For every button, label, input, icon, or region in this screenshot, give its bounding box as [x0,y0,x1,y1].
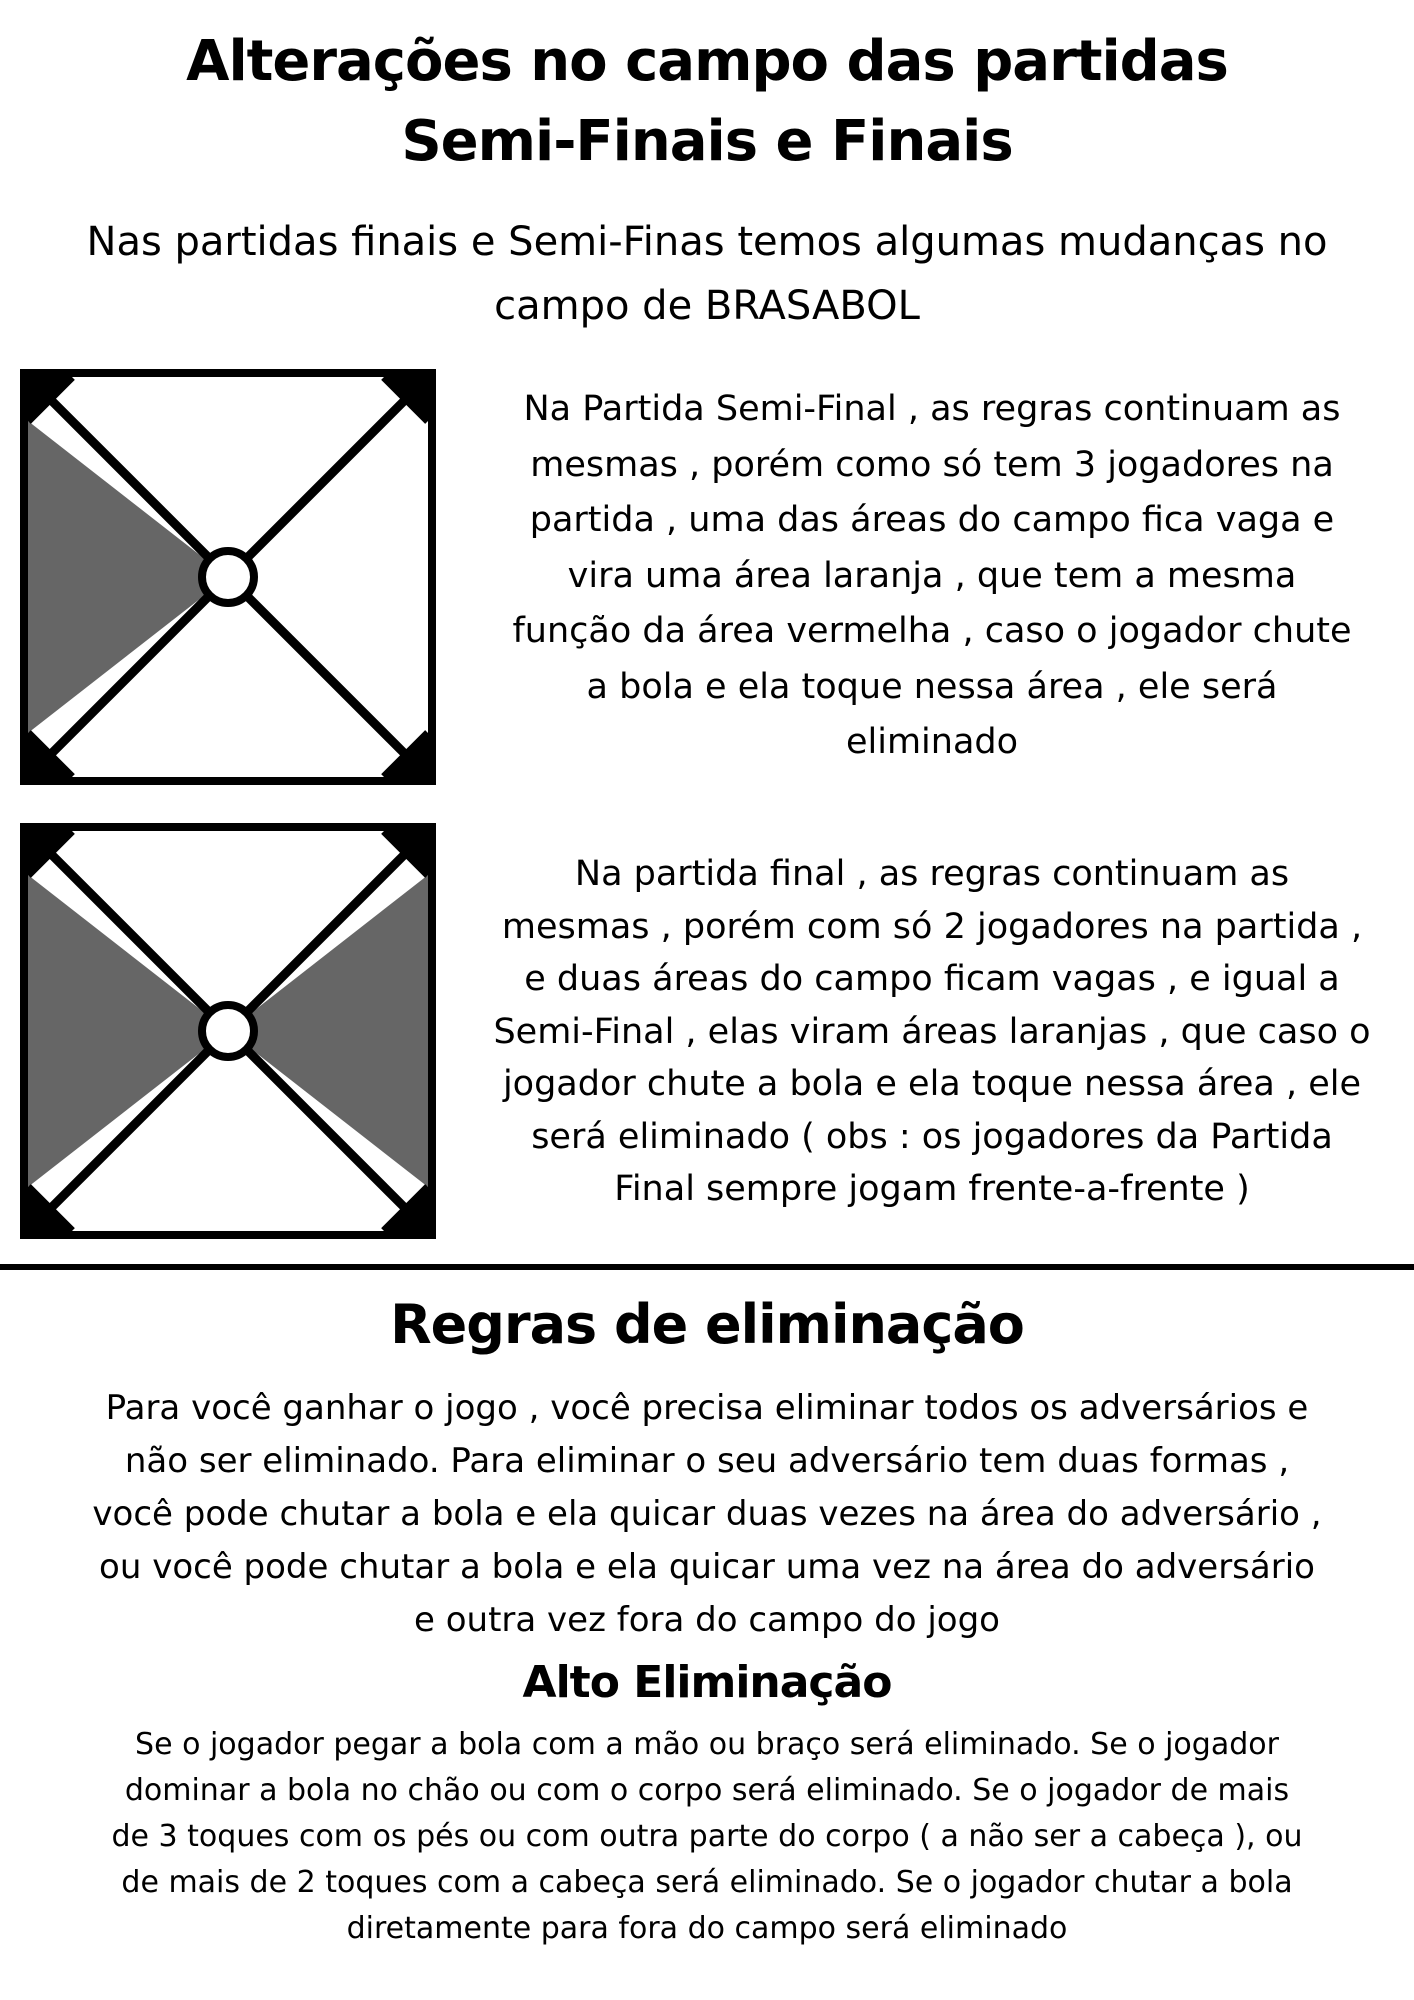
semi-final-description [462,382,1402,771]
semi-final-line: vira uma área laranja , que tem a mesma [567,555,1297,596]
page-title-line: Semi-Finais e Finais [401,109,1013,174]
elimination-line: ou você pode chutar a bola e ela quicar uma vez na área do adversário [99,1547,1315,1587]
semi-final-line: Na Partida Semi-Final , as regras continuam as [523,389,1341,429]
auto-elimination-line: diretamente para fora do campo será eliminado [346,1911,1068,1946]
semi-final-line: função da área vermelha , caso o jogador chute [512,611,1352,651]
elimination-title: Regras de eliminação [390,1293,1024,1356]
page-title-line: Alterações no campo das partidas [186,29,1228,94]
intro-line: campo de BRASABOL [494,283,920,329]
final-line: será eliminado ( obs : os jogadores da Partida [531,1116,1333,1157]
semi-final-line: eliminado [845,722,1019,762]
intro-line: Nas partidas finais e Semi-Finas temos algumas mudanças no [86,219,1328,265]
auto-elimination-title: Alto Eliminação [522,1657,892,1708]
semi-final-line: mesmas , porém como só tem 3 jogadores na [530,444,1334,485]
page-title [0,22,1414,182]
final-description [462,848,1402,1216]
semi-final-field-svg [20,369,436,785]
section-divider [0,1264,1414,1270]
final-line: e duas áreas do campo ficam vagas , e igual a [524,959,1340,999]
auto-elimination-line: de 3 toques com os pés ou com outra parte do corpo ( a não ser a cabeça ), ou [111,1819,1303,1854]
elimination-line: não ser eliminado. Para eliminar o seu adversário tem duas formas , [124,1441,1290,1481]
elimination-line: Para você ganhar o jogo , você precisa eliminar todos os adversários e [105,1388,1309,1428]
semi-final-line: a bola e ela toque nessa área , ele será [586,666,1278,707]
auto-elimination-line: Se o jogador pegar a bola com a mão ou braço será eliminado. Se o jogador [135,1727,1279,1762]
intro-paragraph [0,210,1414,338]
elimination-line: você pode chutar a bola e ela quicar duas vezes na área do adversário , [92,1494,1322,1534]
final-field-svg [20,823,436,1239]
semi-final-line: partida , uma das áreas do campo fica vaga e [529,500,1335,540]
center-circle [202,1005,254,1057]
auto-elimination-rules [0,1722,1414,1952]
final-line: Na partida final , as regras continuam as [574,854,1290,894]
elimination-line: e outra vez fora do campo do jogo [414,1600,1000,1640]
auto-elimination-line: de mais de 2 toques com a cabeça será eliminado. Se o jogador chutar a bola [121,1865,1293,1900]
final-line: Final sempre jogam frente-a-frente ) [614,1169,1250,1209]
elimination-rules [0,1382,1414,1647]
semi-final-field-diagram [20,369,436,785]
final-line: Semi-Final , elas viram áreas laranjas , que caso o [493,1011,1371,1052]
final-line: jogador chute a bola e ela toque nessa área , ele [502,1064,1362,1104]
final-field-diagram [20,823,436,1239]
center-circle [202,551,254,603]
final-line: mesmas , porém com só 2 jogadores na partida , [501,906,1363,947]
auto-elimination-line: dominar a bola no chão ou com o corpo será eliminado. Se o jogador de mais [124,1773,1290,1808]
